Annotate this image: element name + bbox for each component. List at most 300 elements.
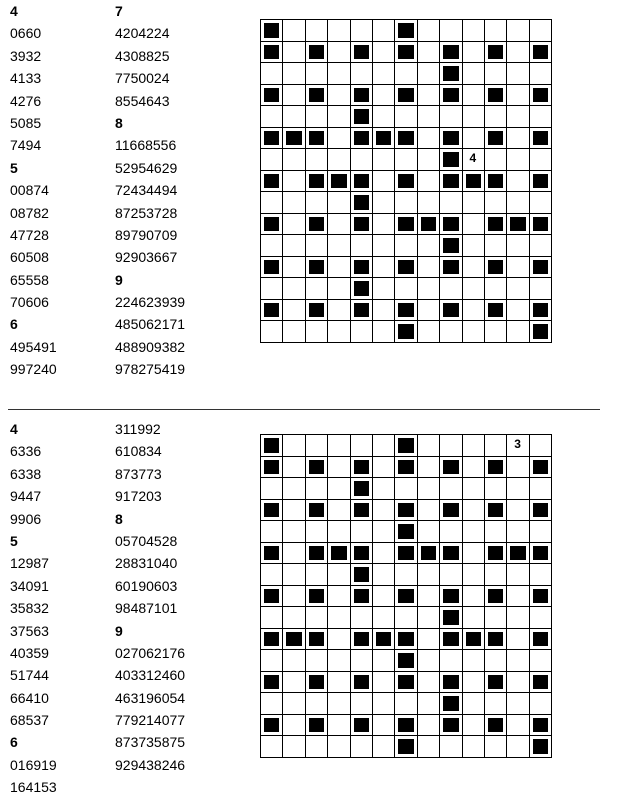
- grid-cell[interactable]: [372, 213, 394, 235]
- grid-cell[interactable]: [328, 607, 350, 629]
- grid-cell[interactable]: [529, 564, 551, 586]
- grid-cell[interactable]: [507, 321, 529, 343]
- grid-cell[interactable]: [283, 256, 305, 278]
- grid-cell[interactable]: [305, 321, 327, 343]
- grid-cell[interactable]: [462, 192, 484, 214]
- grid-cell[interactable]: [417, 607, 439, 629]
- grid-cell[interactable]: [395, 235, 417, 257]
- grid-cell[interactable]: [395, 478, 417, 500]
- grid-cell[interactable]: [328, 693, 350, 715]
- grid-cell[interactable]: [417, 671, 439, 693]
- black-square: [350, 127, 372, 149]
- grid-cell[interactable]: [417, 693, 439, 715]
- grid-cell[interactable]: [350, 63, 372, 85]
- grid-cell[interactable]: [529, 235, 551, 257]
- grid-cell[interactable]: [372, 106, 394, 128]
- grid-cell[interactable]: [484, 693, 506, 715]
- grid-cell[interactable]: [372, 499, 394, 521]
- grid-cell[interactable]: [305, 521, 327, 543]
- crossword-grid[interactable]: [260, 19, 552, 343]
- grid-row: [261, 84, 552, 106]
- grid-cell[interactable]: [529, 478, 551, 500]
- grid-cell[interactable]: [484, 521, 506, 543]
- word-entry: 92903667: [115, 249, 178, 266]
- grid-cell[interactable]: [462, 63, 484, 85]
- grid-cell[interactable]: [417, 456, 439, 478]
- grid-cell[interactable]: [507, 693, 529, 715]
- grid-cell[interactable]: [305, 564, 327, 586]
- grid-cell[interactable]: [440, 20, 462, 42]
- black-square: [350, 671, 372, 693]
- grid-cell[interactable]: [328, 235, 350, 257]
- black-square: [484, 542, 506, 564]
- grid-cell[interactable]: [395, 564, 417, 586]
- grid-cell[interactable]: [507, 278, 529, 300]
- grid-cell[interactable]: [305, 192, 327, 214]
- grid-cell[interactable]: [261, 736, 283, 758]
- grid-cell[interactable]: [261, 564, 283, 586]
- grid-cell[interactable]: [507, 650, 529, 672]
- grid-cell[interactable]: [507, 106, 529, 128]
- grid-cell[interactable]: [484, 435, 506, 457]
- grid-cell[interactable]: [283, 278, 305, 300]
- grid-cell[interactable]: [462, 41, 484, 63]
- grid-cell[interactable]: [417, 235, 439, 257]
- black-square: [261, 435, 283, 457]
- grid-cell[interactable]: [507, 607, 529, 629]
- grid-cell[interactable]: [484, 607, 506, 629]
- grid-cell[interactable]: [440, 478, 462, 500]
- grid-cell[interactable]: [462, 456, 484, 478]
- grid-cell[interactable]: [417, 41, 439, 63]
- grid-cell[interactable]: [328, 127, 350, 149]
- word-entry: 4308825: [115, 47, 170, 64]
- grid-cell[interactable]: [305, 149, 327, 171]
- grid-cell[interactable]: [328, 41, 350, 63]
- grid-cell[interactable]: [328, 585, 350, 607]
- black-square: [395, 256, 417, 278]
- grid-cell[interactable]: [462, 20, 484, 42]
- grid-cell[interactable]: [328, 435, 350, 457]
- grid-cell[interactable]: [395, 192, 417, 214]
- grid-cell[interactable]: [372, 84, 394, 106]
- grid-cell[interactable]: [462, 235, 484, 257]
- grid-cell[interactable]: [462, 521, 484, 543]
- grid-cell[interactable]: [417, 521, 439, 543]
- grid-cell[interactable]: [305, 235, 327, 257]
- grid-cell[interactable]: [395, 693, 417, 715]
- black-square: [395, 435, 417, 457]
- grid-cell[interactable]: [529, 20, 551, 42]
- grid-cell[interactable]: [529, 607, 551, 629]
- grid-cell[interactable]: [507, 628, 529, 650]
- grid-cell[interactable]: [529, 521, 551, 543]
- grid-cell[interactable]: [417, 628, 439, 650]
- grid-cell[interactable]: [372, 63, 394, 85]
- word-entry: 929438246: [115, 756, 186, 773]
- starter-digit: 4: [469, 151, 477, 165]
- grid-cell[interactable]: [462, 84, 484, 106]
- grid-cell[interactable]: [328, 213, 350, 235]
- black-square: [350, 213, 372, 235]
- grid-cell[interactable]: [372, 564, 394, 586]
- grid-cell[interactable]: [372, 585, 394, 607]
- grid-cell[interactable]: [507, 714, 529, 736]
- grid-cell[interactable]: [417, 84, 439, 106]
- grid-cell[interactable]: [462, 585, 484, 607]
- grid-cell[interactable]: [305, 736, 327, 758]
- grid-cell[interactable]: [417, 192, 439, 214]
- grid-cell[interactable]: [261, 478, 283, 500]
- grid-cell[interactable]: [462, 736, 484, 758]
- grid-cell[interactable]: [372, 235, 394, 257]
- grid-cell[interactable]: [372, 149, 394, 171]
- grid-cell[interactable]: [395, 607, 417, 629]
- grid-cell[interactable]: [283, 650, 305, 672]
- grid-cell[interactable]: [507, 499, 529, 521]
- grid-cell[interactable]: [305, 650, 327, 672]
- grid-cell[interactable]: [507, 564, 529, 586]
- grid-cell[interactable]: [440, 435, 462, 457]
- grid-cell[interactable]: [462, 542, 484, 564]
- grid-cell[interactable]: [484, 321, 506, 343]
- grid-cell[interactable]: [328, 149, 350, 171]
- grid-cell[interactable]: [305, 106, 327, 128]
- grid-cell[interactable]: [328, 714, 350, 736]
- grid-cell[interactable]: [507, 63, 529, 85]
- grid-cell[interactable]: [372, 650, 394, 672]
- grid-cell[interactable]: [417, 650, 439, 672]
- black-square: [529, 299, 551, 321]
- grid-cell[interactable]: [484, 149, 506, 171]
- grid-cell[interactable]: [507, 435, 529, 457]
- grid-cell[interactable]: [417, 278, 439, 300]
- grid-cell[interactable]: [283, 20, 305, 42]
- grid-cell[interactable]: [283, 736, 305, 758]
- grid-cell[interactable]: [328, 736, 350, 758]
- grid-cell[interactable]: [507, 149, 529, 171]
- grid-cell[interactable]: [372, 607, 394, 629]
- grid-cell[interactable]: [328, 321, 350, 343]
- grid-cell[interactable]: [395, 149, 417, 171]
- grid-cell[interactable]: [283, 63, 305, 85]
- black-square: [261, 299, 283, 321]
- crossword-grid[interactable]: [260, 434, 552, 758]
- grid-cell[interactable]: [462, 650, 484, 672]
- grid-cell[interactable]: [328, 650, 350, 672]
- grid-cell[interactable]: [484, 192, 506, 214]
- grid-cell[interactable]: [372, 256, 394, 278]
- length-heading: 4: [10, 421, 18, 437]
- grid-cell[interactable]: [484, 650, 506, 672]
- grid-cell[interactable]: [283, 499, 305, 521]
- grid-cell[interactable]: [372, 671, 394, 693]
- grid-cell[interactable]: [462, 478, 484, 500]
- grid-cell[interactable]: [283, 585, 305, 607]
- length-heading: 9: [115, 271, 123, 288]
- grid-cell[interactable]: [484, 63, 506, 85]
- grid-cell[interactable]: [417, 435, 439, 457]
- grid-cell[interactable]: [283, 435, 305, 457]
- grid-cell[interactable]: [507, 456, 529, 478]
- grid-cell[interactable]: [440, 278, 462, 300]
- grid-cell[interactable]: [372, 20, 394, 42]
- word-entry: 9447: [10, 488, 42, 505]
- grid-cell[interactable]: [283, 213, 305, 235]
- grid-cell[interactable]: [372, 192, 394, 214]
- grid-cell[interactable]: [283, 564, 305, 586]
- grid-cell[interactable]: [328, 106, 350, 128]
- grid-cell[interactable]: [440, 321, 462, 343]
- grid-cell[interactable]: [529, 192, 551, 214]
- grid-cell[interactable]: [462, 149, 484, 171]
- grid-cell[interactable]: [283, 542, 305, 564]
- grid-cell[interactable]: [484, 235, 506, 257]
- grid-row: [261, 542, 552, 564]
- grid-cell[interactable]: [417, 149, 439, 171]
- grid-cell[interactable]: [507, 127, 529, 149]
- grid-cell[interactable]: [440, 736, 462, 758]
- grid-cell[interactable]: [261, 106, 283, 128]
- grid-cell[interactable]: [529, 650, 551, 672]
- grid-cell[interactable]: [283, 478, 305, 500]
- grid-cell[interactable]: [484, 20, 506, 42]
- grid-cell[interactable]: [372, 299, 394, 321]
- grid-cell[interactable]: [507, 478, 529, 500]
- grid-cell[interactable]: [462, 299, 484, 321]
- grid-cell[interactable]: [462, 106, 484, 128]
- grid-cell[interactable]: [507, 235, 529, 257]
- grid-cell[interactable]: [462, 693, 484, 715]
- grid-cell[interactable]: [507, 736, 529, 758]
- word-entry: 05704528: [115, 532, 178, 549]
- grid-cell[interactable]: [350, 607, 372, 629]
- grid-cell[interactable]: [283, 149, 305, 171]
- grid-cell[interactable]: [283, 84, 305, 106]
- grid-cell[interactable]: [328, 192, 350, 214]
- grid-cell[interactable]: [350, 650, 372, 672]
- grid-cell[interactable]: [417, 299, 439, 321]
- black-square: [350, 170, 372, 192]
- grid-cell[interactable]: [305, 607, 327, 629]
- grid-cell[interactable]: [462, 127, 484, 149]
- grid-cell[interactable]: [283, 192, 305, 214]
- grid-cell[interactable]: [507, 170, 529, 192]
- grid-cell[interactable]: [328, 564, 350, 586]
- grid-cell[interactable]: [350, 149, 372, 171]
- grid-cell[interactable]: [283, 456, 305, 478]
- grid-cell[interactable]: [283, 521, 305, 543]
- grid-cell[interactable]: [417, 63, 439, 85]
- grid-cell[interactable]: [417, 564, 439, 586]
- grid-cell[interactable]: [372, 278, 394, 300]
- grid-cell[interactable]: [395, 63, 417, 85]
- grid-cell[interactable]: [372, 736, 394, 758]
- grid-cell[interactable]: [484, 564, 506, 586]
- grid-cell[interactable]: [417, 585, 439, 607]
- grid-cell[interactable]: [328, 63, 350, 85]
- grid-cell[interactable]: [462, 256, 484, 278]
- grid-cell[interactable]: [283, 321, 305, 343]
- grid-cell[interactable]: [417, 20, 439, 42]
- grid-cell[interactable]: [417, 106, 439, 128]
- grid-cell[interactable]: [507, 671, 529, 693]
- grid-cell[interactable]: [372, 542, 394, 564]
- grid-cell[interactable]: [440, 650, 462, 672]
- grid-row: [261, 278, 552, 300]
- grid-cell[interactable]: [484, 278, 506, 300]
- grid-cell[interactable]: [328, 478, 350, 500]
- grid-row: [261, 671, 552, 693]
- grid-cell[interactable]: [261, 650, 283, 672]
- grid-cell[interactable]: [350, 321, 372, 343]
- grid-cell[interactable]: [261, 63, 283, 85]
- grid-cell[interactable]: [305, 478, 327, 500]
- black-square: [261, 84, 283, 106]
- grid-cell[interactable]: [283, 714, 305, 736]
- grid-cell[interactable]: [462, 564, 484, 586]
- grid-cell[interactable]: [462, 321, 484, 343]
- grid-cell[interactable]: [283, 607, 305, 629]
- grid-cell[interactable]: [395, 106, 417, 128]
- black-square: [395, 585, 417, 607]
- grid-cell[interactable]: [305, 63, 327, 85]
- grid-cell[interactable]: [529, 693, 551, 715]
- grid-cell[interactable]: [507, 299, 529, 321]
- grid-cell[interactable]: [372, 693, 394, 715]
- word-entry: 08782: [10, 204, 49, 221]
- grid-cell[interactable]: [417, 736, 439, 758]
- grid-cell[interactable]: [350, 693, 372, 715]
- grid-cell[interactable]: [261, 278, 283, 300]
- grid-cell[interactable]: [283, 671, 305, 693]
- grid-row: [261, 170, 552, 192]
- grid-cell[interactable]: [529, 106, 551, 128]
- grid-cell[interactable]: [417, 499, 439, 521]
- black-square: [350, 542, 372, 564]
- grid-cell[interactable]: [372, 456, 394, 478]
- grid-cell[interactable]: [261, 192, 283, 214]
- grid-cell[interactable]: [462, 435, 484, 457]
- grid-cell[interactable]: [261, 235, 283, 257]
- word-entry: 89790709: [115, 226, 178, 243]
- grid-cell[interactable]: [462, 671, 484, 693]
- grid-cell[interactable]: [507, 256, 529, 278]
- grid-cell[interactable]: [462, 499, 484, 521]
- grid-cell[interactable]: [283, 235, 305, 257]
- grid-cell[interactable]: [328, 278, 350, 300]
- grid-cell[interactable]: [372, 521, 394, 543]
- grid-cell[interactable]: [283, 170, 305, 192]
- puzzle-1: [0, 0, 622, 405]
- grid-cell[interactable]: [305, 278, 327, 300]
- grid-cell[interactable]: [350, 235, 372, 257]
- black-square: [484, 714, 506, 736]
- grid-cell[interactable]: [484, 478, 506, 500]
- grid-cell[interactable]: [261, 693, 283, 715]
- grid-cell[interactable]: [283, 106, 305, 128]
- grid-cell[interactable]: [328, 20, 350, 42]
- grid-cell[interactable]: [507, 521, 529, 543]
- grid-cell[interactable]: [372, 170, 394, 192]
- word-entry: 11668556: [115, 137, 177, 154]
- grid-cell[interactable]: [417, 127, 439, 149]
- word-entry: 3932: [10, 47, 42, 64]
- black-square: [484, 585, 506, 607]
- grid-cell[interactable]: [350, 521, 372, 543]
- grid-cell[interactable]: [328, 628, 350, 650]
- grid-cell[interactable]: [440, 521, 462, 543]
- grid-cell[interactable]: [440, 106, 462, 128]
- grid-cell[interactable]: [417, 478, 439, 500]
- grid-cell[interactable]: [372, 714, 394, 736]
- grid-cell[interactable]: [507, 585, 529, 607]
- grid-cell[interactable]: [328, 499, 350, 521]
- grid-cell[interactable]: [283, 41, 305, 63]
- grid-cell[interactable]: [529, 149, 551, 171]
- grid-cell[interactable]: [350, 435, 372, 457]
- grid-cell[interactable]: [261, 521, 283, 543]
- grid-cell[interactable]: [440, 564, 462, 586]
- grid-cell[interactable]: [283, 299, 305, 321]
- grid-row: [261, 693, 552, 715]
- grid-cell[interactable]: [372, 41, 394, 63]
- black-square: [484, 671, 506, 693]
- grid-cell[interactable]: [328, 256, 350, 278]
- grid-cell[interactable]: [305, 20, 327, 42]
- grid-cell[interactable]: [328, 299, 350, 321]
- word-entry: 610834: [115, 443, 162, 460]
- grid-cell[interactable]: [507, 84, 529, 106]
- grid-cell[interactable]: [440, 192, 462, 214]
- grid-cell[interactable]: [395, 278, 417, 300]
- grid-cell[interactable]: [350, 736, 372, 758]
- grid-cell[interactable]: [417, 321, 439, 343]
- grid-cell[interactable]: [328, 84, 350, 106]
- black-square: [395, 170, 417, 192]
- grid-cell[interactable]: [529, 63, 551, 85]
- grid-cell[interactable]: [462, 213, 484, 235]
- grid-cell[interactable]: [261, 321, 283, 343]
- grid-cell[interactable]: [350, 20, 372, 42]
- grid-cell[interactable]: [261, 607, 283, 629]
- grid-cell[interactable]: [305, 435, 327, 457]
- grid-cell[interactable]: [328, 521, 350, 543]
- grid-cell[interactable]: [484, 736, 506, 758]
- grid-cell[interactable]: [417, 256, 439, 278]
- grid-cell[interactable]: [372, 435, 394, 457]
- grid-cell[interactable]: [529, 278, 551, 300]
- grid-cell[interactable]: [507, 20, 529, 42]
- grid-cell[interactable]: [417, 714, 439, 736]
- grid-cell[interactable]: [462, 607, 484, 629]
- grid-cell[interactable]: [417, 170, 439, 192]
- grid-cell[interactable]: [283, 693, 305, 715]
- grid-cell[interactable]: [507, 41, 529, 63]
- grid-cell[interactable]: [328, 671, 350, 693]
- grid-cell[interactable]: [462, 278, 484, 300]
- black-square: [305, 628, 327, 650]
- grid-cell[interactable]: [507, 192, 529, 214]
- grid-cell[interactable]: [372, 321, 394, 343]
- grid-cell[interactable]: [328, 456, 350, 478]
- grid-cell[interactable]: [529, 435, 551, 457]
- grid-cell[interactable]: [484, 106, 506, 128]
- grid-cell[interactable]: [462, 714, 484, 736]
- grid-cell[interactable]: [261, 149, 283, 171]
- grid-cell[interactable]: [305, 693, 327, 715]
- grid-cell[interactable]: [372, 478, 394, 500]
